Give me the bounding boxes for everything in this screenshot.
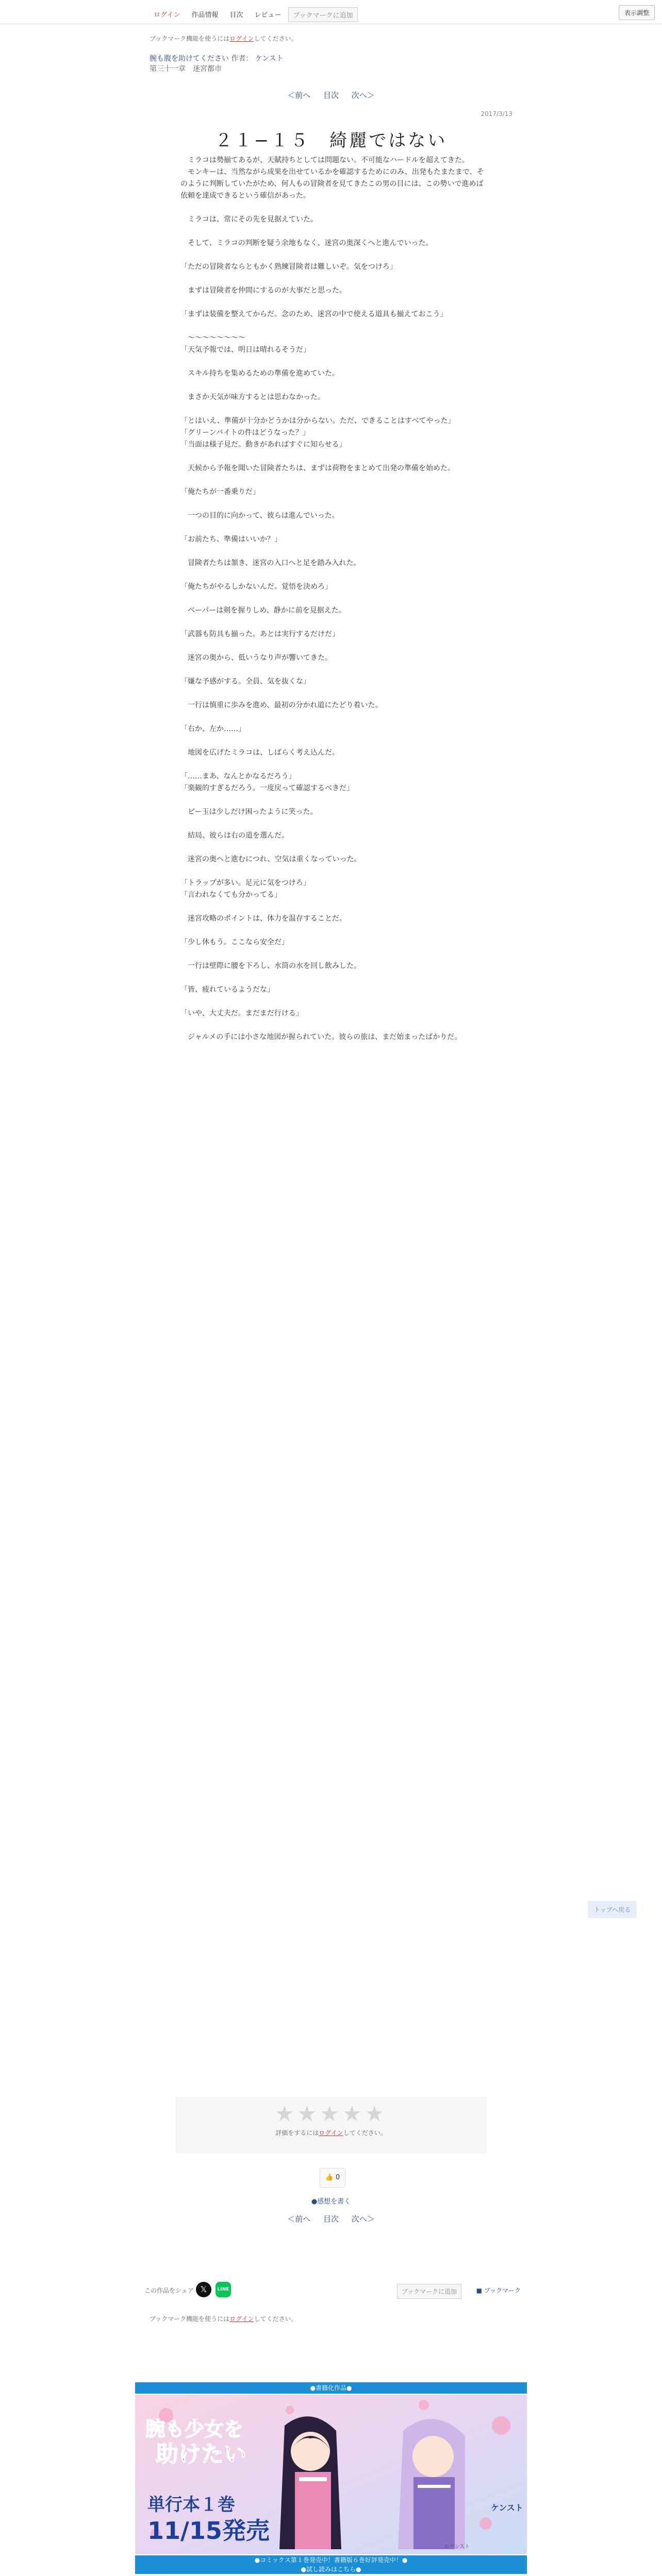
body-paragraph bbox=[180, 380, 490, 392]
body-paragraph: 「少し休もう。ここなら安全だ」 bbox=[180, 938, 289, 946]
body-paragraph bbox=[180, 498, 490, 510]
body-paragraph bbox=[180, 403, 490, 415]
body-paragraph: 一つの目的に向かって、彼らは進んでいった。 bbox=[180, 512, 339, 520]
body-paragraph bbox=[180, 617, 490, 629]
body-paragraph bbox=[180, 226, 490, 238]
line-share-icon[interactable]: LINE bbox=[216, 2282, 231, 2297]
body-paragraph bbox=[180, 546, 490, 557]
body-paragraph bbox=[180, 901, 490, 913]
banner-title-1: 腕も少女を bbox=[145, 2417, 244, 2441]
banner-date: 11/15発売 bbox=[147, 2517, 270, 2545]
body-paragraph: 結局、彼らは右の道を選んだ。 bbox=[180, 832, 289, 840]
body-paragraph bbox=[180, 522, 490, 534]
body-paragraph: ミラコは勢揃てあるが、天賦持ちとしては問題ない。不可能なハードルを超えてきた。 bbox=[180, 156, 469, 164]
body-paragraph bbox=[180, 972, 490, 984]
toc-pager-link[interactable]: 目次 bbox=[323, 91, 339, 100]
body-paragraph: 「嫌な予感がする。全員、気を抜くな」 bbox=[180, 677, 310, 686]
display-settings-button[interactable]: 表示調整 bbox=[619, 5, 655, 20]
body-paragraph bbox=[180, 688, 490, 700]
body-paragraph bbox=[180, 842, 490, 854]
body-paragraph bbox=[180, 1020, 490, 1031]
body-paragraph: 「グリーンバイトの件はどうなった？」 bbox=[180, 429, 310, 437]
episode-title: ２１−１５ 綺麗ではない bbox=[214, 130, 448, 151]
banner-title-2: 助けたい bbox=[156, 2441, 246, 2467]
body-paragraph bbox=[180, 948, 490, 960]
next-link[interactable]: 次へ＞ bbox=[351, 91, 375, 100]
rating-message: 評価をするにはログインしてください。 bbox=[275, 2129, 387, 2137]
prev-link[interactable]: ＜前へ bbox=[287, 2214, 311, 2224]
body-paragraph bbox=[180, 996, 490, 1008]
banner-credit: ケンスト bbox=[491, 2503, 523, 2513]
body-paragraph: 「とはいえ、準備が十分かどうかは分からない。ただ、できることはすべてやった」 bbox=[180, 417, 455, 425]
body-paragraph: 「言われなくても分かってる」 bbox=[180, 891, 282, 899]
body-paragraph: 「トラップが多い。足元に気をつけろ」 bbox=[180, 879, 310, 887]
pager-bottom bbox=[0, 2213, 662, 2224]
body-paragraph bbox=[180, 569, 490, 581]
body-paragraph bbox=[180, 794, 490, 806]
books-footer[interactable]: ●コミックス第１巻発売中！書籍版６巻好評発売中！● ●試し読みはこちら● bbox=[135, 2555, 527, 2574]
body-paragraph: 「右か、左か……」 bbox=[180, 725, 245, 733]
body-paragraph bbox=[180, 925, 490, 937]
like-button[interactable]: 👍 0 bbox=[320, 2168, 345, 2188]
episode-body bbox=[180, 155, 490, 1043]
x-share-icon[interactable]: 𝕏 bbox=[196, 2282, 211, 2297]
rating-login-link[interactable]: ログイン bbox=[319, 2129, 343, 2137]
top-nav bbox=[150, 7, 358, 22]
chapter-title: 第三十一章 迷宮都市 bbox=[150, 65, 222, 73]
share-bar bbox=[144, 2280, 521, 2300]
review-link[interactable]: レビュー bbox=[254, 11, 282, 19]
book-banner[interactable] bbox=[135, 2395, 527, 2554]
body-paragraph bbox=[180, 640, 490, 652]
notice-login-link[interactable]: ログイン bbox=[229, 35, 254, 42]
body-paragraph: まずは冒険者を仲間にするのが大事だと思った。 bbox=[180, 286, 346, 295]
bookmark-button[interactable]: ブックマークに追加 bbox=[288, 7, 357, 22]
works-link[interactable]: 作品情報 bbox=[191, 11, 219, 19]
body-paragraph: 迷宮攻略のポイントは、体力を温存することだ。 bbox=[180, 914, 346, 923]
body-paragraph bbox=[180, 356, 490, 368]
body-paragraph: 「いや、大丈夫だ。まだまだ行ける」 bbox=[180, 1009, 303, 1018]
rating-stars[interactable]: ★★★★★ bbox=[274, 2101, 388, 2126]
top-bar bbox=[0, 0, 662, 24]
bookmark-link[interactable]: ■ ブックマーク bbox=[476, 2287, 521, 2294]
body-paragraph: そして、ミラコの判断を疑う余地もなく、迷宮の奥深くへと進んでいった。 bbox=[180, 239, 433, 247]
body-paragraph bbox=[180, 320, 490, 332]
body-paragraph: 冒険者たちは頷き、迷宮の入口へと足を踏み入れた。 bbox=[180, 559, 361, 567]
breadcrumb bbox=[150, 54, 284, 74]
body-paragraph bbox=[180, 711, 490, 723]
body-paragraph bbox=[180, 474, 490, 486]
author-link[interactable]: ケンスト bbox=[255, 55, 284, 63]
bookmark-notice-bottom: ブックマーク機能を使うにはログインしてください。 bbox=[150, 2315, 297, 2323]
body-paragraph bbox=[180, 866, 490, 877]
body-paragraph: 一行は慎重に歩みを進め、最初の分かれ道にたどり着いた。 bbox=[180, 701, 383, 709]
body-paragraph: 「……まあ、なんとかなるだろう」 bbox=[180, 772, 296, 781]
rating-box bbox=[175, 2097, 487, 2154]
novel-title-link[interactable]: 腕も腹を助けてください bbox=[150, 55, 229, 63]
body-paragraph: ベーパーは剣を握りしめ、静かに前を見据えた。 bbox=[180, 606, 346, 615]
banner-illustration bbox=[135, 2395, 527, 2554]
body-paragraph: 「楽観的すぎるだろう。一度戻って確認するべきだ」 bbox=[180, 784, 354, 792]
body-paragraph: スキル持ちを集めるための準備を進めていた。 bbox=[180, 369, 339, 378]
body-paragraph: ピー玉は少しだけ困ったように笑った。 bbox=[180, 808, 318, 816]
body-paragraph: 「皆、疲れているようだな」 bbox=[180, 986, 274, 994]
body-paragraph bbox=[180, 735, 490, 747]
body-paragraph: 〜〜〜〜〜〜〜〜 bbox=[180, 334, 245, 342]
body-paragraph: 「武器も防具も揃った。あとは実行するだけだ」 bbox=[180, 630, 339, 638]
body-paragraph: 「まずは装備を整えてからだ。念のため、迷宮の中で使える道具も揃えておこう」 bbox=[180, 310, 448, 318]
body-paragraph bbox=[180, 664, 490, 676]
body-paragraph: ミラコは、常にその先を見据えていた。 bbox=[180, 215, 318, 224]
body-paragraph bbox=[180, 202, 490, 214]
body-paragraph: 地図を広げたミラコは、しばらく考え込んだ。 bbox=[180, 749, 339, 757]
share-label: この作品をシェア bbox=[144, 2287, 194, 2294]
body-paragraph: 迷宮の奥から、低いうなり声が響いてきた。 bbox=[180, 654, 332, 662]
body-paragraph: 「天気予報では、明日は晴れるそうだ」 bbox=[180, 346, 310, 354]
bookmark-add-button[interactable]: ブックマークに追加 bbox=[397, 2284, 461, 2299]
body-paragraph bbox=[180, 593, 490, 605]
pager-top bbox=[0, 90, 662, 100]
body-paragraph bbox=[180, 249, 490, 261]
body-paragraph: 「お前たち、準備はいいか？」 bbox=[180, 535, 282, 544]
author-label: 作者： bbox=[231, 55, 253, 63]
body-paragraph: 「俺たちが一番乗りだ」 bbox=[180, 488, 260, 496]
banner-release: 単行本１巻 bbox=[147, 2495, 235, 2515]
body-paragraph: まさか天気が味方するとは思わなかった。 bbox=[180, 393, 325, 401]
login-link[interactable]: ログイン bbox=[154, 11, 180, 19]
body-paragraph bbox=[180, 273, 490, 285]
banner-publisher: ©ケンスト bbox=[444, 2544, 470, 2550]
episode-date: 2017/3/13 bbox=[481, 110, 512, 117]
body-paragraph: 一行は壁際に腰を下ろし、水筒の水を回し飲みした。 bbox=[180, 962, 361, 970]
body-paragraph: 「ただの冒険者ならともかく熟練冒険者は難しいぞ。気をつけろ」 bbox=[180, 263, 397, 271]
body-paragraph bbox=[180, 297, 490, 309]
toc-link[interactable]: 目次 bbox=[229, 11, 243, 19]
body-paragraph: 「俺たちがやるしかないんだ。覚悟を決めろ」 bbox=[180, 583, 332, 591]
body-paragraph bbox=[180, 451, 490, 463]
write-impression-link[interactable]: ●感想を書く bbox=[311, 2198, 351, 2206]
body-paragraph: 迷宮の奥へと進むにつれ、空気は重くなっていった。 bbox=[180, 855, 361, 863]
body-paragraph: 「当面は様子見だ。動きがあればすぐに知らせる」 bbox=[180, 440, 346, 449]
body-paragraph: モンキーは、当然ながら成果を出せているかを確認するためにのみ、出発もたまたまで、そのように判断していたがため、何人もの冒険者を見てきたこの男の目には、この勢いで進めば依頼を達成できるという確信があった。 bbox=[180, 168, 484, 200]
body-paragraph bbox=[180, 818, 490, 830]
prev-link[interactable]: ＜前へ bbox=[287, 91, 311, 100]
toc-pager-link[interactable]: 目次 bbox=[323, 2214, 339, 2224]
body-paragraph: 天候から予報を聞いた冒険者たちは、まずは荷物をまとめて出発の準備を始めた。 bbox=[180, 464, 455, 472]
back-to-top-button[interactable]: トップへ戻る bbox=[588, 1901, 637, 1918]
next-link[interactable]: 次へ＞ bbox=[351, 2214, 375, 2224]
body-paragraph bbox=[180, 759, 490, 771]
bookmark-notice: ブックマーク機能を使うにはログインしてください。 bbox=[150, 35, 297, 42]
body-paragraph: ジャルメの手には小さな地図が握られていた。彼らの旅は、まだ始まったばかりだ。 bbox=[180, 1033, 462, 1041]
notice-login-link[interactable]: ログイン bbox=[229, 2315, 254, 2323]
books-header: ●書籍化作品● bbox=[135, 2382, 527, 2394]
